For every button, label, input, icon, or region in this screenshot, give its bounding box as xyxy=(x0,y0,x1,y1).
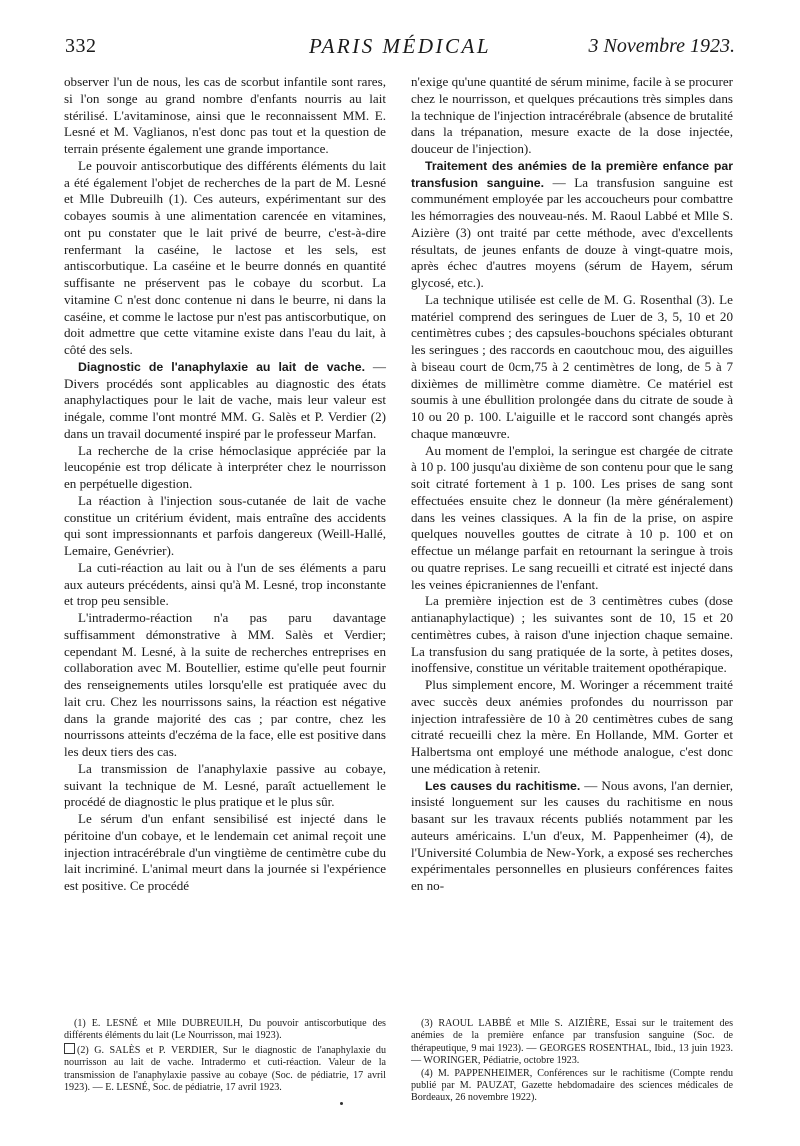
paragraph: La première injection est de 3 centimètres cubes (dose antianaphylactique) ; les suivantes sont de 10, 15 et 20 centimètres cubes, à raison d'une injection chaque semaine. La transfusion du sang pratiquée de la sorte, à petites doses, inoffensive, constitue un véritable traitement opothérapique. xyxy=(411,593,733,676)
left-column xyxy=(64,74,386,895)
paragraph: Plus simplement encore, M. Woringer a récemment traité avec succès deux anémies profondes du nourrisson par injection intrafessière de 10 à 20 centimètres cubes de sang citraté recueilli chez la mère. En Hollande, MM. Gorter et Halbertsma ont employé une méthode analogue, c'est donc une médication à retenir. xyxy=(411,677,733,776)
section-body: — Nous avons, l'an dernier, insisté longuement sur les causes du rachitisme en nous basant sur les travaux récents publiés notamment par les auteurs américains. L'un d'eux, M. Pappenheimer (4), de l'Université Columbia de New-York, a exposé ses recherches expérimentales personnelles en plusieurs conférences faites en no- xyxy=(411,777,734,893)
section-paragraph xyxy=(411,158,733,292)
footnote: (3) RAOUL LABBÉ et Mlle S. AIZIÈRE, Essai sur le traitement des anémies de la première enfance par transfusion sanguine (Soc. de thérapeutique, 9 mai 1923). — GEORGES ROSENTHAL, Ibid., 13 juin 1923. — WORINGER, Pédiatrie, octobre 1923. xyxy=(411,1018,733,1067)
editorial-mark-icon xyxy=(64,1043,75,1054)
footnote-with-mark xyxy=(64,1043,386,1095)
footnotes-right xyxy=(411,1018,733,1105)
page-header xyxy=(65,33,735,63)
paragraph: L'intradermo-réaction n'a pas paru davantage suffisamment démonstrative à MM. Salès et Verdier; cependant M. Lesné, à la suite de recherches entreprises en collaboration avec M. Boutellier, estime qu'elle peut fournir des renseignements utiles lorsqu'elle est pratiquée avec du lait cru. Chez les nourrissons sains, la réaction est négative dans la grande majorité des cas ; par contre, chez les nourrissons atteints d'eczéma de la face, elle est positive dans les deux tiers des cas. xyxy=(64,610,386,759)
section-paragraph xyxy=(64,359,386,443)
section-title: Diagnostic de l'anaphylaxie au lait de vache. xyxy=(78,359,365,374)
footnote: (1) E. LESNÉ et Mlle DUBREUILH, Du pouvoir antiscorbutique des différents éléments du lait (Le Nourrisson, mai 1923). xyxy=(64,1018,386,1042)
page-mark xyxy=(340,1102,343,1105)
footnotes-left xyxy=(64,1018,386,1094)
paragraph: La technique utilisée est celle de M. G. Rosenthal (3). Le matériel comprend des seringues de Luer de 3, 5, 10 et 20 centimètres cubes ; des capsules-bouchons spéciales obturant les seringues ; des raccords en caoutchouc mou, des aiguilles à biseau court de 0cm,75 à 2 centimètres de long, de 5 à 7 dixièmes de millimètre comme diamètre. Ce matériel est soumis à une ébullition prolongée dans du citrate de soude à 10 ou 20 p. 100. L'aiguille et le raccord sont changés après chaque manœuvre. xyxy=(411,291,733,441)
footnote-text: (2) G. SALÈS et P. VERDIER, Sur le diagnostic de l'anaphylaxie du nourrisson au lait de vache. Intradermo et cuti-réaction. Valeur de la transmission de l'anaphylaxie passive au cobaye (Soc. de pédiatrie, 17 avril 1923). — E. LESNÉ, Soc. de pédiatrie, 17 avril 1923. xyxy=(64,1044,386,1094)
paragraph: La transmission de l'anaphylaxie passive au cobaye, suivant la technique de M. Lesné, paraît actuellement le procédé de diagnostic le plus pratique et le plus sûr. xyxy=(64,760,386,810)
page-number: 332 xyxy=(65,35,97,57)
paragraph: La recherche de la crise hémoclasique appréciée par la leucopénie est trop délicate à interpréter chez le nourrisson en perpétuelle digestion. xyxy=(64,442,386,491)
section-body: — La transfusion sanguine est communément employée par les accoucheurs pour combattre les hémorragies des nouveau-nés. M. Raoul Labbé et Mlle S. Aizière (3) ont traité par cette méthode, avec d'excellents résultats, de jeunes enfants de douze à vingt-quatre mois, après échec d'autres moyens (sérum de Hayem, sérum glycosé, etc.). xyxy=(411,174,733,290)
running-title: PARIS MÉDICAL xyxy=(308,34,491,58)
paragraph: La cuti-réaction au lait ou à l'un de ses éléments a paru aux auteurs précédents, ainsi qu'à M. Lesné, trop inconstante et trop peu sensible. xyxy=(64,559,386,609)
footnote: (4) M. PAPPENHEIMER, Conférences sur le rachitisme (Compte rendu publié par M. PAUZAT, Gazette hebdomadaire des sciences médicales de Bordeaux, 26 novembre 1922). xyxy=(411,1067,733,1104)
paragraph: observer l'un de nous, les cas de scorbut infantile sont rares, si l'on songe au grand nombre d'enfants nourris au lait stérilisé. L'avitaminose, ainsi que le reconnaissent MM. E. Lesné et M. Vaglianos, n'est donc pas tout et la question de terrain présente également une grande importance. xyxy=(64,74,386,156)
section-title: Les causes du rachitisme. xyxy=(425,778,581,793)
paragraph: n'exige qu'une quantité de sérum minime, facile à se procurer chez le nourrisson, et quelques précautions très simples dans la technique de l'injection intracérébrale (absence de brutalité dans la trépanation, mesure exacte de la dose injectée, douceur de l'injection). xyxy=(411,74,733,156)
paragraph: Au moment de l'emploi, la seringue est chargée de citrate à 10 p. 100 jusqu'au dixième de son contenu pour que le sang soit citraté fortement à 1 p. 100. Les prises de sang sont effectuées ensuite chez le donneur (la mère généralement) dans les veines classiques. A la fin de la prise, on aspire quelques nouvelles gouttes de citrate à 10 p. 100 et on effectue un mélange parfait en retournant la seringue à trois ou quatre reprises. Le sang recueilli et citraté est injecté dans les veines épicraniennes de l'enfant. xyxy=(411,442,733,592)
issue-date: 3 Novembre 1923. xyxy=(588,35,735,57)
paragraph: Le sérum d'un enfant sensibilisé est injecté dans le péritoine d'un cobaye, et le lendemain cet animal reçoit une injection intracérébrale d'un vingtième de centimètre cube du lait incriminé. L'animal meurt dans la journée si l'expérience est positive. Ce procédé xyxy=(64,811,386,893)
paragraph: Le pouvoir antiscorbutique des différents éléments du lait a été également l'objet de recherches de la part de M. Lesné et Mlle Dubreuilh (1). Ces auteurs, expérimentant sur des cobayes soumis à une alimentation carencée en vitamines, ont pu constater que le lait privé de beurre, c'est-à-dire renfermant la caséine, le lactose et les sels, est antiscorbutique. La caséine et le beurre donnés en quantité suffisante ne préservent pas le cobaye du scorbut. La vitamine C n'est donc contenue ni dans le beurre, ni dans la caséine, et comme le lactose pur n'est pas antiscorbutique, on doit admettre que cette vitamine existe dans l'eau du lait, à côté des sels. xyxy=(64,157,386,357)
section-title: Traitement des anémies de la première enfance par transfusion sanguine. xyxy=(411,158,733,190)
section-paragraph xyxy=(411,778,733,895)
right-column xyxy=(411,74,733,895)
paragraph: La réaction à l'injection sous-cutanée de lait de vache constitue un critérium évident, mais entraîne des accidents qui sont impressionnants et parfois dangereux (Weill-Hallé, Lemaire, Genévrier). xyxy=(64,492,386,558)
section-body: — Divers procédés sont applicables au diagnostic des états anaphylactiques pour le lait de vache, mais leur valeur est inégale, comme l'ont montré MM. G. Salès et P. Verdier (2) dans un travail documenté inspiré par le professeur Marfan. xyxy=(64,358,386,441)
